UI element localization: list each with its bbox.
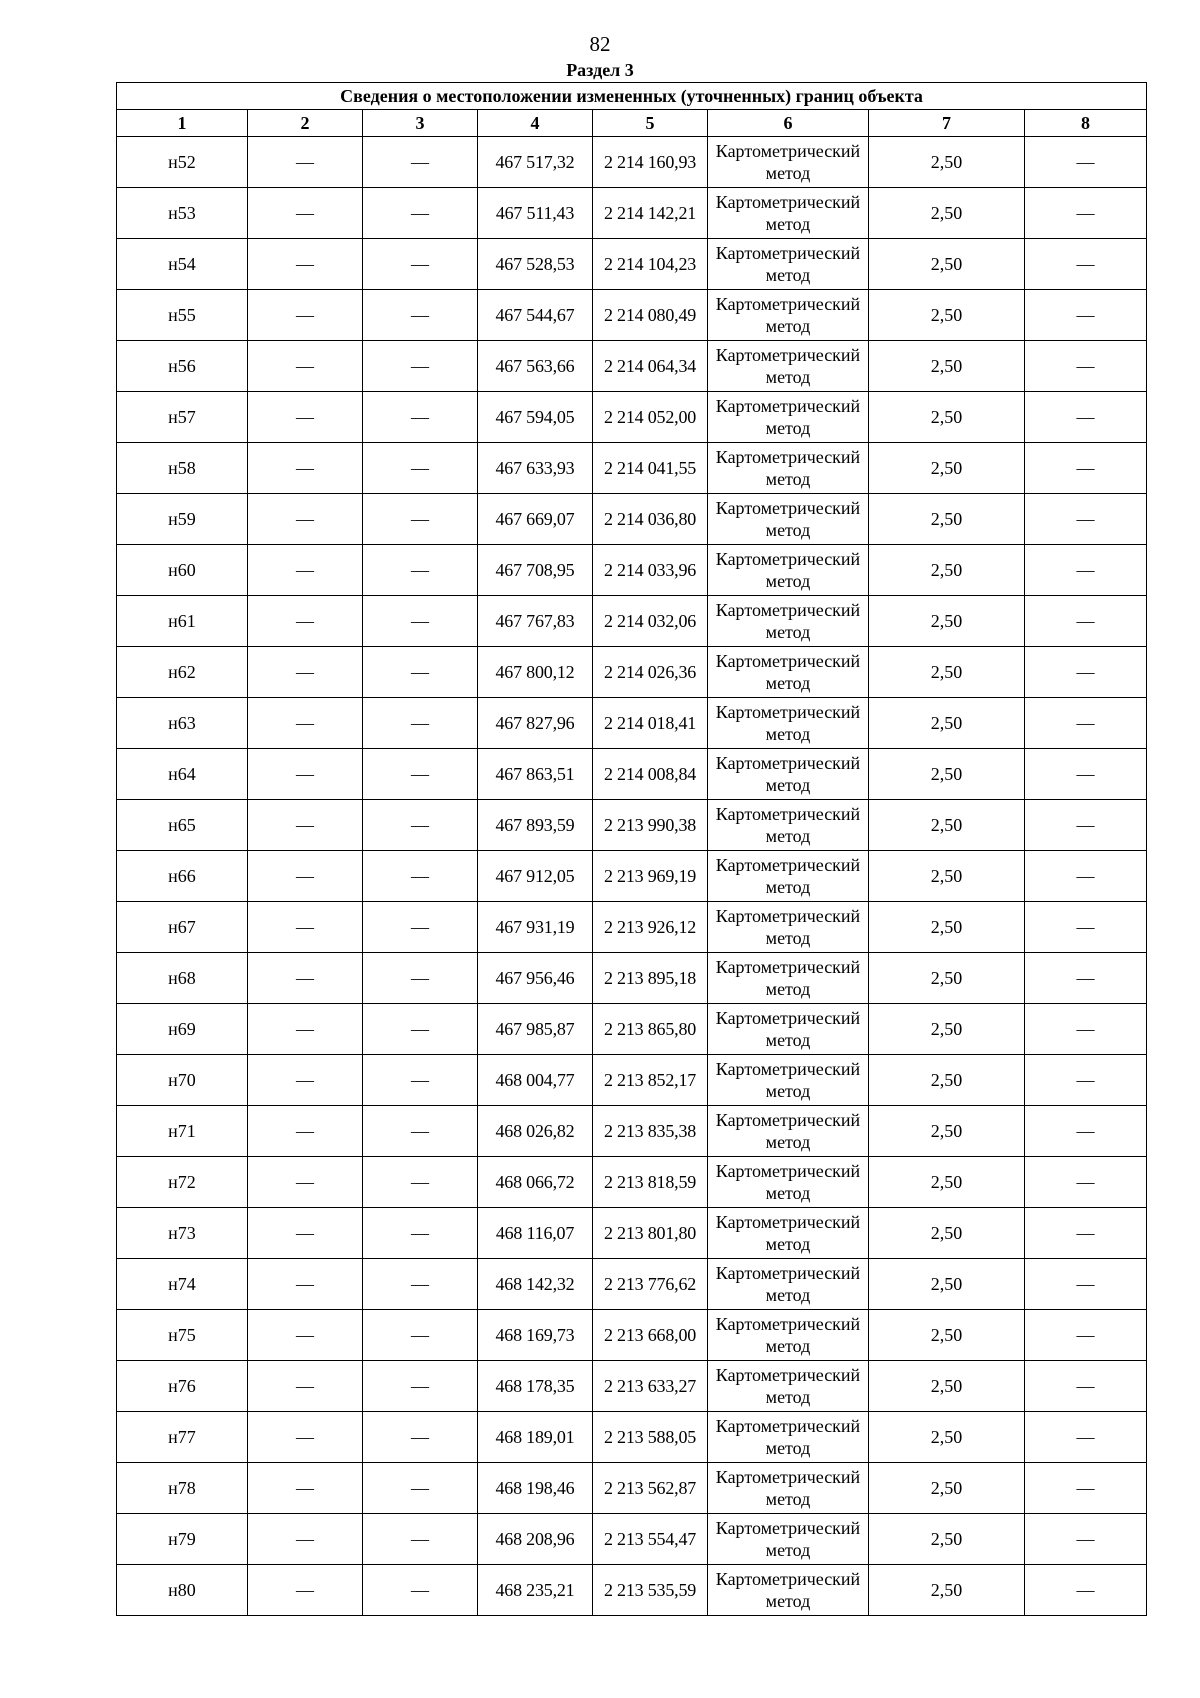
method-cell: Картометрический метод — [708, 239, 869, 290]
accuracy-cell: 2,50 — [869, 1514, 1025, 1565]
y-coordinate-cell: 2 213 801,80 — [593, 1208, 708, 1259]
point-number-cell: н53 — [117, 188, 248, 239]
column-3-cell: — — [363, 1259, 478, 1310]
method-cell: Картометрический метод — [708, 749, 869, 800]
x-coordinate-cell: 467 708,95 — [478, 545, 593, 596]
column-8-cell: — — [1025, 1565, 1147, 1616]
column-3-cell: — — [363, 1412, 478, 1463]
method-cell: Картометрический метод — [708, 647, 869, 698]
column-2-cell: — — [248, 545, 363, 596]
method-cell: Картометрический метод — [708, 443, 869, 494]
column-2-cell: — — [248, 392, 363, 443]
x-coordinate-cell: 467 511,43 — [478, 188, 593, 239]
boundary-coordinates-table — [116, 82, 1147, 1616]
column-8-cell: — — [1025, 1004, 1147, 1055]
method-cell: Картометрический метод — [708, 1157, 869, 1208]
method-cell: Картометрический метод — [708, 1361, 869, 1412]
table-row — [117, 239, 1147, 290]
point-number-cell: н73 — [117, 1208, 248, 1259]
accuracy-cell: 2,50 — [869, 137, 1025, 188]
column-3-cell: — — [363, 1055, 478, 1106]
accuracy-cell: 2,50 — [869, 290, 1025, 341]
table-row — [117, 392, 1147, 443]
column-2-cell: — — [248, 341, 363, 392]
column-3-cell: — — [363, 1361, 478, 1412]
column-8-cell: — — [1025, 494, 1147, 545]
x-coordinate-cell: 468 235,21 — [478, 1565, 593, 1616]
table-row — [117, 1004, 1147, 1055]
method-cell: Картометрический метод — [708, 1004, 869, 1055]
column-2-cell: — — [248, 1565, 363, 1616]
column-2-cell: — — [248, 647, 363, 698]
y-coordinate-cell: 2 214 026,36 — [593, 647, 708, 698]
column-3-cell: — — [363, 596, 478, 647]
column-number-header: 8 — [1025, 110, 1147, 137]
point-number-cell: н59 — [117, 494, 248, 545]
method-cell: Картометрический метод — [708, 1310, 869, 1361]
column-3-cell: — — [363, 1463, 478, 1514]
method-cell: Картометрический метод — [708, 1565, 869, 1616]
section-title: Раздел 3 — [566, 60, 634, 80]
column-3-cell: — — [363, 1208, 478, 1259]
table-body — [117, 137, 1147, 1616]
point-number-cell: н65 — [117, 800, 248, 851]
x-coordinate-cell: 468 066,72 — [478, 1157, 593, 1208]
column-3-cell: — — [363, 137, 478, 188]
column-8-cell: — — [1025, 953, 1147, 1004]
y-coordinate-cell: 2 213 990,38 — [593, 800, 708, 851]
point-number-cell: н58 — [117, 443, 248, 494]
accuracy-cell: 2,50 — [869, 902, 1025, 953]
accuracy-cell: 2,50 — [869, 1463, 1025, 1514]
column-8-cell: — — [1025, 239, 1147, 290]
point-number-cell: н61 — [117, 596, 248, 647]
method-cell: Картометрический метод — [708, 902, 869, 953]
column-8-cell: — — [1025, 1361, 1147, 1412]
page-number: 82 — [589, 32, 611, 56]
column-3-cell: — — [363, 443, 478, 494]
column-2-cell: — — [248, 1361, 363, 1412]
x-coordinate-cell: 467 669,07 — [478, 494, 593, 545]
column-3-cell: — — [363, 392, 478, 443]
table-row — [117, 647, 1147, 698]
accuracy-cell: 2,50 — [869, 1259, 1025, 1310]
x-coordinate-cell: 467 912,05 — [478, 851, 593, 902]
y-coordinate-cell: 2 214 080,49 — [593, 290, 708, 341]
accuracy-cell: 2,50 — [869, 1361, 1025, 1412]
accuracy-cell: 2,50 — [869, 443, 1025, 494]
column-8-cell: — — [1025, 647, 1147, 698]
column-3-cell: — — [363, 698, 478, 749]
point-number-cell: н52 — [117, 137, 248, 188]
accuracy-cell: 2,50 — [869, 953, 1025, 1004]
x-coordinate-cell: 468 208,96 — [478, 1514, 593, 1565]
x-coordinate-cell: 468 169,73 — [478, 1310, 593, 1361]
point-number-cell: н71 — [117, 1106, 248, 1157]
column-3-cell: — — [363, 902, 478, 953]
x-coordinate-cell: 467 563,66 — [478, 341, 593, 392]
column-2-cell: — — [248, 851, 363, 902]
point-number-cell: н77 — [117, 1412, 248, 1463]
table-row — [117, 749, 1147, 800]
accuracy-cell: 2,50 — [869, 239, 1025, 290]
y-coordinate-cell: 2 213 835,38 — [593, 1106, 708, 1157]
column-8-cell: — — [1025, 1463, 1147, 1514]
accuracy-cell: 2,50 — [869, 1106, 1025, 1157]
method-cell: Картометрический метод — [708, 596, 869, 647]
table-row — [117, 1259, 1147, 1310]
column-3-cell: — — [363, 800, 478, 851]
table-title: Сведения о местоположении измененных (уточненных) границ объекта — [117, 83, 1147, 110]
point-number-cell: н70 — [117, 1055, 248, 1106]
column-number-header: 1 — [117, 110, 248, 137]
x-coordinate-cell: 467 544,67 — [478, 290, 593, 341]
column-number-header: 2 — [248, 110, 363, 137]
method-cell: Картометрический метод — [708, 494, 869, 545]
table-row — [117, 290, 1147, 341]
table-row — [117, 1514, 1147, 1565]
column-2-cell: — — [248, 1208, 363, 1259]
x-coordinate-cell: 467 800,12 — [478, 647, 593, 698]
method-cell: Картометрический метод — [708, 1412, 869, 1463]
column-3-cell: — — [363, 749, 478, 800]
column-8-cell: — — [1025, 188, 1147, 239]
table-row — [117, 1208, 1147, 1259]
column-number-header: 6 — [708, 110, 869, 137]
column-2-cell: — — [248, 494, 363, 545]
y-coordinate-cell: 2 213 895,18 — [593, 953, 708, 1004]
accuracy-cell: 2,50 — [869, 1412, 1025, 1463]
column-8-cell: — — [1025, 1106, 1147, 1157]
column-8-cell: — — [1025, 341, 1147, 392]
column-3-cell: — — [363, 851, 478, 902]
x-coordinate-cell: 467 517,32 — [478, 137, 593, 188]
x-coordinate-cell: 467 767,83 — [478, 596, 593, 647]
accuracy-cell: 2,50 — [869, 188, 1025, 239]
column-3-cell: — — [363, 545, 478, 596]
y-coordinate-cell: 2 214 008,84 — [593, 749, 708, 800]
method-cell: Картометрический метод — [708, 1259, 869, 1310]
table-row — [117, 1565, 1147, 1616]
column-3-cell: — — [363, 953, 478, 1004]
column-3-cell: — — [363, 647, 478, 698]
x-coordinate-cell: 468 116,07 — [478, 1208, 593, 1259]
x-coordinate-cell: 467 633,93 — [478, 443, 593, 494]
method-cell: Картометрический метод — [708, 188, 869, 239]
table-row — [117, 698, 1147, 749]
y-coordinate-cell: 2 214 036,80 — [593, 494, 708, 545]
column-8-cell: — — [1025, 545, 1147, 596]
y-coordinate-cell: 2 213 818,59 — [593, 1157, 708, 1208]
y-coordinate-cell: 2 213 668,00 — [593, 1310, 708, 1361]
y-coordinate-cell: 2 213 554,47 — [593, 1514, 708, 1565]
column-2-cell: — — [248, 1463, 363, 1514]
x-coordinate-cell: 468 178,35 — [478, 1361, 593, 1412]
y-coordinate-cell: 2 213 562,87 — [593, 1463, 708, 1514]
method-cell: Картометрический метод — [708, 545, 869, 596]
y-coordinate-cell: 2 214 018,41 — [593, 698, 708, 749]
point-number-cell: н67 — [117, 902, 248, 953]
table-row — [117, 1157, 1147, 1208]
table-row — [117, 1106, 1147, 1157]
method-cell: Картометрический метод — [708, 137, 869, 188]
method-cell: Картометрический метод — [708, 392, 869, 443]
table-row — [117, 953, 1147, 1004]
column-number-header: 5 — [593, 110, 708, 137]
column-3-cell: — — [363, 1565, 478, 1616]
column-3-cell: — — [363, 290, 478, 341]
accuracy-cell: 2,50 — [869, 596, 1025, 647]
method-cell: Картометрический метод — [708, 1208, 869, 1259]
accuracy-cell: 2,50 — [869, 800, 1025, 851]
method-cell: Картометрический метод — [708, 851, 869, 902]
point-number-cell: н68 — [117, 953, 248, 1004]
column-8-cell: — — [1025, 1310, 1147, 1361]
x-coordinate-cell: 467 931,19 — [478, 902, 593, 953]
column-8-cell: — — [1025, 596, 1147, 647]
column-2-cell: — — [248, 749, 363, 800]
table-row — [117, 1361, 1147, 1412]
column-2-cell: — — [248, 1055, 363, 1106]
column-8-cell: — — [1025, 392, 1147, 443]
x-coordinate-cell: 468 198,46 — [478, 1463, 593, 1514]
table-row — [117, 341, 1147, 392]
table-row — [117, 1055, 1147, 1106]
accuracy-cell: 2,50 — [869, 1565, 1025, 1616]
x-coordinate-cell: 467 827,96 — [478, 698, 593, 749]
y-coordinate-cell: 2 213 969,19 — [593, 851, 708, 902]
method-cell: Картометрический метод — [708, 1055, 869, 1106]
method-cell: Картометрический метод — [708, 1463, 869, 1514]
table-row — [117, 494, 1147, 545]
column-8-cell: — — [1025, 1412, 1147, 1463]
column-8-cell: — — [1025, 1514, 1147, 1565]
column-8-cell: — — [1025, 443, 1147, 494]
column-8-cell: — — [1025, 698, 1147, 749]
column-2-cell: — — [248, 1157, 363, 1208]
x-coordinate-cell: 467 985,87 — [478, 1004, 593, 1055]
x-coordinate-cell: 467 893,59 — [478, 800, 593, 851]
y-coordinate-cell: 2 213 865,80 — [593, 1004, 708, 1055]
point-number-cell: н57 — [117, 392, 248, 443]
point-number-cell: н64 — [117, 749, 248, 800]
table-row — [117, 545, 1147, 596]
y-coordinate-cell: 2 213 633,27 — [593, 1361, 708, 1412]
table-row — [117, 1310, 1147, 1361]
column-8-cell: — — [1025, 1055, 1147, 1106]
y-coordinate-cell: 2 214 033,96 — [593, 545, 708, 596]
accuracy-cell: 2,50 — [869, 1310, 1025, 1361]
point-number-cell: н66 — [117, 851, 248, 902]
table-row — [117, 1463, 1147, 1514]
x-coordinate-cell: 468 004,77 — [478, 1055, 593, 1106]
y-coordinate-cell: 2 213 852,17 — [593, 1055, 708, 1106]
table-row — [117, 851, 1147, 902]
method-cell: Картометрический метод — [708, 290, 869, 341]
point-number-cell: н54 — [117, 239, 248, 290]
column-2-cell: — — [248, 1259, 363, 1310]
y-coordinate-cell: 2 214 041,55 — [593, 443, 708, 494]
method-cell: Картометрический метод — [708, 800, 869, 851]
point-number-cell: н72 — [117, 1157, 248, 1208]
accuracy-cell: 2,50 — [869, 1157, 1025, 1208]
column-2-cell: — — [248, 953, 363, 1004]
accuracy-cell: 2,50 — [869, 698, 1025, 749]
column-2-cell: — — [248, 800, 363, 851]
accuracy-cell: 2,50 — [869, 1055, 1025, 1106]
point-number-cell: н75 — [117, 1310, 248, 1361]
column-number-header: 4 — [478, 110, 593, 137]
point-number-cell: н63 — [117, 698, 248, 749]
point-number-cell: н80 — [117, 1565, 248, 1616]
x-coordinate-cell: 467 863,51 — [478, 749, 593, 800]
y-coordinate-cell: 2 213 776,62 — [593, 1259, 708, 1310]
accuracy-cell: 2,50 — [869, 341, 1025, 392]
column-2-cell: — — [248, 1514, 363, 1565]
column-2-cell: — — [248, 698, 363, 749]
column-8-cell: — — [1025, 902, 1147, 953]
method-cell: Картометрический метод — [708, 953, 869, 1004]
column-3-cell: — — [363, 341, 478, 392]
point-number-cell: н55 — [117, 290, 248, 341]
column-3-cell: — — [363, 188, 478, 239]
point-number-cell: н56 — [117, 341, 248, 392]
table-row — [117, 1412, 1147, 1463]
accuracy-cell: 2,50 — [869, 1208, 1025, 1259]
column-2-cell: — — [248, 1412, 363, 1463]
column-number-header: 7 — [869, 110, 1025, 137]
method-cell: Картометрический метод — [708, 341, 869, 392]
accuracy-cell: 2,50 — [869, 494, 1025, 545]
table-row — [117, 800, 1147, 851]
column-number-row — [117, 110, 1147, 137]
column-2-cell: — — [248, 902, 363, 953]
x-coordinate-cell: 468 142,32 — [478, 1259, 593, 1310]
column-2-cell: — — [248, 137, 363, 188]
point-number-cell: н69 — [117, 1004, 248, 1055]
x-coordinate-cell: 467 528,53 — [478, 239, 593, 290]
y-coordinate-cell: 2 214 032,06 — [593, 596, 708, 647]
column-2-cell: — — [248, 596, 363, 647]
point-number-cell: н76 — [117, 1361, 248, 1412]
column-3-cell: — — [363, 1157, 478, 1208]
y-coordinate-cell: 2 213 535,59 — [593, 1565, 708, 1616]
column-2-cell: — — [248, 239, 363, 290]
x-coordinate-cell: 468 189,01 — [478, 1412, 593, 1463]
column-2-cell: — — [248, 290, 363, 341]
method-cell: Картометрический метод — [708, 698, 869, 749]
y-coordinate-cell: 2 214 142,21 — [593, 188, 708, 239]
y-coordinate-cell: 2 213 588,05 — [593, 1412, 708, 1463]
y-coordinate-cell: 2 214 104,23 — [593, 239, 708, 290]
column-3-cell: — — [363, 1514, 478, 1565]
y-coordinate-cell: 2 213 926,12 — [593, 902, 708, 953]
x-coordinate-cell: 468 026,82 — [478, 1106, 593, 1157]
column-3-cell: — — [363, 239, 478, 290]
accuracy-cell: 2,50 — [869, 647, 1025, 698]
column-2-cell: — — [248, 1004, 363, 1055]
column-2-cell: — — [248, 188, 363, 239]
y-coordinate-cell: 2 214 160,93 — [593, 137, 708, 188]
method-cell: Картометрический метод — [708, 1106, 869, 1157]
x-coordinate-cell: 467 956,46 — [478, 953, 593, 1004]
column-8-cell: — — [1025, 800, 1147, 851]
table-row — [117, 443, 1147, 494]
accuracy-cell: 2,50 — [869, 545, 1025, 596]
accuracy-cell: 2,50 — [869, 851, 1025, 902]
column-8-cell: — — [1025, 749, 1147, 800]
point-number-cell: н62 — [117, 647, 248, 698]
column-8-cell: — — [1025, 1157, 1147, 1208]
column-8-cell: — — [1025, 851, 1147, 902]
accuracy-cell: 2,50 — [869, 392, 1025, 443]
method-cell: Картометрический метод — [708, 1514, 869, 1565]
point-number-cell: н79 — [117, 1514, 248, 1565]
table-row — [117, 188, 1147, 239]
x-coordinate-cell: 467 594,05 — [478, 392, 593, 443]
point-number-cell: н78 — [117, 1463, 248, 1514]
column-8-cell: — — [1025, 290, 1147, 341]
column-8-cell: — — [1025, 1259, 1147, 1310]
accuracy-cell: 2,50 — [869, 1004, 1025, 1055]
point-number-cell: н60 — [117, 545, 248, 596]
column-2-cell: — — [248, 1310, 363, 1361]
column-8-cell: — — [1025, 137, 1147, 188]
column-3-cell: — — [363, 1310, 478, 1361]
table-row — [117, 596, 1147, 647]
column-8-cell: — — [1025, 1208, 1147, 1259]
column-3-cell: — — [363, 1004, 478, 1055]
table-row — [117, 137, 1147, 188]
column-2-cell: — — [248, 1106, 363, 1157]
y-coordinate-cell: 2 214 064,34 — [593, 341, 708, 392]
accuracy-cell: 2,50 — [869, 749, 1025, 800]
y-coordinate-cell: 2 214 052,00 — [593, 392, 708, 443]
column-number-header: 3 — [363, 110, 478, 137]
column-2-cell: — — [248, 443, 363, 494]
table-row — [117, 902, 1147, 953]
column-3-cell: — — [363, 494, 478, 545]
point-number-cell: н74 — [117, 1259, 248, 1310]
column-3-cell: — — [363, 1106, 478, 1157]
